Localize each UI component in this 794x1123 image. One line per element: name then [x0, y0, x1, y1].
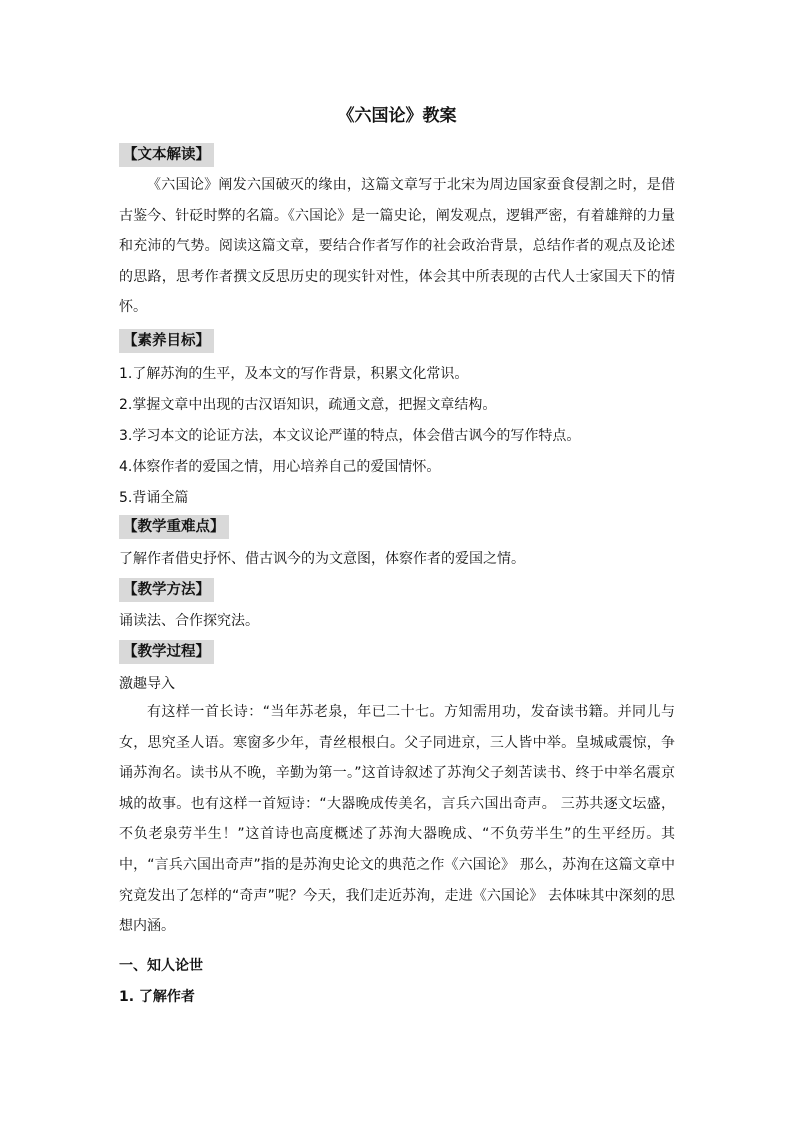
reading-paragraph-block	[119, 170, 675, 323]
page-title: 《六国论》教案	[337, 106, 457, 126]
process-paragraph-block	[119, 697, 675, 942]
key-points-text: 了解作者借史抒怀、借古讽今的为文意图，体察作者的爱国之情。	[119, 551, 525, 567]
section-heading-key-points: 【教学重难点】	[119, 515, 229, 539]
sub1-heading-block	[119, 985, 675, 1009]
goal-item-5: 5.背诵全篇	[119, 490, 189, 506]
key-points-block	[119, 547, 675, 571]
sub1-heading: 1. 了解作者	[119, 989, 195, 1005]
goal-item-3-block	[119, 424, 675, 448]
intro-label-block	[119, 672, 675, 696]
goal-item-1: 1.了解苏洵的生平，及本文的写作背景，积累文化常识。	[119, 366, 469, 382]
process-paragraph: 有这样一首长诗：“当年苏老泉，年已二十七。方知需用功，发奋读书籍。并同儿与女，思究圣人语。寒窗多少年，青丝根根白。父子同进京，三人皆中举。皇城咸震惊，争诵苏洵名。读书从不晚，辛勤为第一。”这首诗叙述了苏洵父子刻苦读书、终于中举名震京城的故事。也有这样一首短诗：“大器晚成传美名，言兵六国出奇声。 三苏共逐文坛盛，不负老泉劳半生！”这首诗也高度概述了苏洵大器晚成、“不负劳半生”的生平经历。其中，“言兵六国出奇声”指的是苏洵史论文的典范之作《六国论》 那么，苏洵在这篇文章中究竟发出了怎样的“奇声”呢？今天，我们走近苏洵，走进《六国论》 去体味其中深刻的思想内涵。	[119, 704, 675, 935]
section-methods	[119, 578, 675, 602]
goal-item-2-block	[119, 393, 675, 417]
methods-block	[119, 609, 675, 633]
methods-text: 诵读法、合作探究法。	[119, 613, 259, 629]
section-heading-reading: 【文本解读】	[119, 143, 214, 167]
goal-item-5-block	[119, 486, 675, 510]
section-heading-methods: 【教学方法】	[119, 578, 214, 602]
goal-item-4-block	[119, 455, 675, 479]
intro-label: 激趣导入	[119, 676, 175, 692]
goal-item-3: 3.学习本文的论证方法，本文议论严谨的特点，体会借古讽今的写作特点。	[119, 428, 581, 444]
reading-paragraph: 《六国论》阐发六国破灭的缘由，这篇文章写于北宋为周边国家蚕食侵割之时，是借古鉴今、针砭时弊的名篇。《六国论》是一篇史论，阐发观点，逻辑严密，有着雄辩的力量和充沛的气势。阅读这篇文章，要结合作者写作的社会政治背景，总结作者的观点及论述的思路，思考作者撰文反思历史的现实针对性，体会其中所表现的古代人士家国天下的情怀。	[119, 177, 675, 316]
goal-item-4: 4.体察作者的爱国之情，用心培养自己的爱国情怀。	[119, 459, 441, 475]
section-heading-process: 【教学过程】	[119, 640, 214, 664]
section-process	[119, 640, 675, 664]
section-reading	[119, 143, 675, 167]
section-key-points	[119, 515, 675, 539]
section-heading-goals: 【素养目标】	[119, 329, 214, 353]
part1-heading: 一、知人论世	[119, 958, 203, 974]
section-goals	[119, 329, 675, 353]
part1-heading-block	[119, 954, 675, 978]
goal-item-1-block	[119, 362, 675, 386]
goal-item-2: 2.掌握文章中出现的古汉语知识，疏通文意，把握文章结构。	[119, 397, 497, 413]
